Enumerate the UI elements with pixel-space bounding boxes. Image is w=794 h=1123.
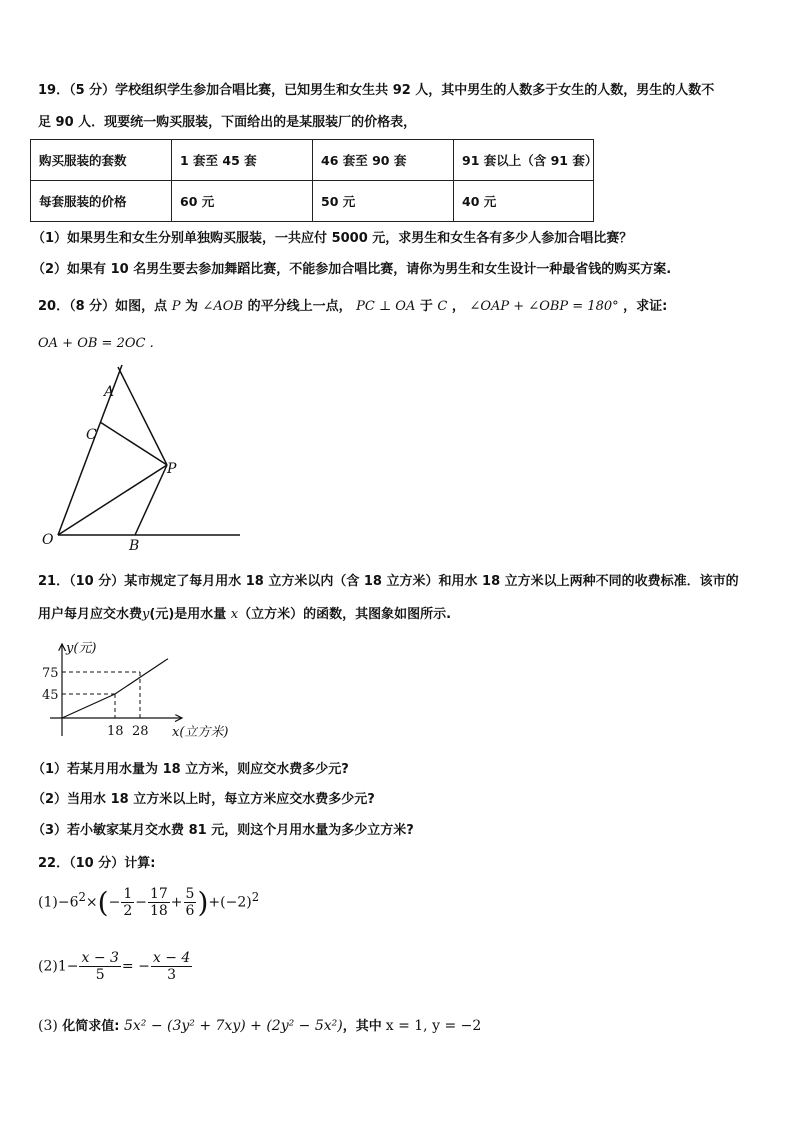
label-c: C — [86, 427, 97, 443]
q21-water-fee-graph — [30, 638, 250, 748]
frac-numerator: x − 3 — [81, 950, 119, 966]
q20-t3: 于 — [419, 299, 433, 314]
q20-t4: ， — [451, 299, 465, 314]
q21-sub1: （1）若某月用水量为 18 立方米，则应交水费多少元? — [32, 762, 349, 777]
expr1-tail: +(−2) — [208, 894, 252, 911]
frac-numerator: 5 — [185, 886, 195, 902]
expr1-sq: 2 — [78, 889, 86, 904]
x-tick-28: 28 — [132, 724, 149, 739]
expr3-text: 化简求值: — [62, 1019, 120, 1034]
expr2-label: (2) — [38, 958, 58, 975]
q20-point-c: C — [437, 299, 448, 314]
label-o: O — [42, 532, 54, 548]
frac-denominator: 6 — [185, 903, 195, 919]
q21-sub2: （2）当用水 18 立方米以上时，每立方米应交水费多少元? — [32, 792, 375, 807]
expr3-expr: 5x² − (3y² + 7xy) + (2y² − 5x²) — [123, 1018, 343, 1034]
frac-denominator: 5 — [95, 967, 105, 983]
price-table — [30, 139, 598, 222]
q20-angle-aob: ∠AOB — [202, 299, 244, 314]
q19-sub1: （1）如果男生和女生分别单独购买服装，一共应付 5000 元，求男生和女生各有多少人参加合唱比赛？ — [32, 231, 633, 246]
q22-expr1: $(1)-6^2\times(-$ $\frac{1}{2}$ − $\frac{17}{18}$ + $\frac{5}{6}$ )$+(-2)^2$ — [38, 886, 260, 919]
q20-conclusion: OA + OB = 2OC . — [38, 336, 154, 351]
table-cell: 1 套至 45 套 — [172, 140, 313, 181]
frac-numerator: 1 — [123, 886, 133, 902]
y-axis-label: y(元) — [66, 641, 97, 656]
label-a: A — [104, 384, 115, 400]
y-tick-45: 45 — [42, 688, 59, 703]
q20-angles: ∠OAP + ∠OBP = 180° — [469, 299, 619, 314]
table-cell: 91 套以上（含 91 套） — [454, 140, 594, 181]
frac-denominator: 3 — [167, 967, 177, 983]
q20-line1 — [38, 298, 667, 316]
frac-numerator: x − 4 — [152, 950, 191, 966]
x-axis-label: x(立方米) — [172, 725, 229, 740]
q20-t5: ，求证: — [623, 299, 668, 314]
frac-numerator: 17 — [149, 886, 168, 902]
q21-var-y: y — [142, 607, 150, 622]
q20-point-p: P — [171, 299, 181, 314]
expr1-times: × — [85, 894, 98, 911]
segment-ap — [118, 367, 167, 465]
label-p: P — [167, 461, 177, 477]
x-tick-18: 18 — [107, 724, 124, 739]
table-row — [31, 140, 594, 181]
expr2-mid: = − — [121, 958, 150, 975]
q21-sub3: （3）若小敏家某月交水费 81 元，则这个月用水量为多少立方米? — [32, 823, 414, 838]
expr1-label: (1) — [38, 894, 58, 911]
fee-line — [62, 660, 166, 718]
y-tick-75: 75 — [42, 666, 59, 681]
label-b: B — [129, 538, 140, 554]
table-cell: 购买服装的套数 — [31, 140, 172, 181]
table-cell: 60 元 — [172, 181, 313, 222]
frac-denominator: 18 — [149, 903, 168, 919]
q21-var-x: x — [230, 607, 239, 622]
q21-line2 — [38, 606, 451, 624]
q22-expr2 — [38, 950, 193, 983]
fee-line-ext — [166, 659, 168, 660]
expr1-tail-sq: 2 — [251, 889, 260, 904]
table-cell: 40 元 — [454, 181, 594, 222]
frac-denominator: 2 — [123, 903, 133, 919]
q21-line1: 21．（10 分）某市规定了每月用水 18 立方米以内（含 18 立方米）和用水 18 立方米以上两种不同的收费标准．该市的 — [38, 574, 739, 589]
q19-sub2: （2）如果有 10 名男生要去参加舞蹈比赛，不能参加合唱比赛，请你为男生和女生设计一种最省钱的购买方案. — [32, 262, 672, 277]
q20-line2 — [38, 335, 154, 353]
expr3-label: (3) — [38, 1018, 58, 1034]
table-cell: 50 元 — [313, 181, 454, 222]
q20-t1: 为 — [184, 299, 198, 314]
q21-line2b: (元)是用水量 — [149, 607, 227, 622]
q20-geometry-figure — [30, 360, 260, 560]
q22-title: 22．（10 分）计算: — [38, 856, 156, 871]
q19-line2: 足 90 人．现要统一购买服装，下面给出的是某服装厂的价格表， — [38, 115, 417, 130]
q20-t2: 的平分线上一点， — [247, 299, 352, 314]
expr3-cond: x = 1, y = −2 — [385, 1018, 482, 1034]
expr1-pre: −6 — [57, 894, 79, 911]
q21-line2a: 用户每月应交水费 — [38, 607, 143, 622]
q20-prefix: 20．（8 分）如图，点 — [38, 299, 168, 314]
table-row — [31, 181, 594, 222]
q20-perp: PC ⊥ OA — [356, 299, 416, 314]
expr3-cond-pre: ，其中 — [342, 1019, 382, 1034]
q19-line1: 19．（5 分）学校组织学生参加合唱比赛，已知男生和女生共 92 人，其中男生的人数多于女生的人数，男生的人数不 — [38, 83, 715, 98]
expr2-pre: 1− — [57, 958, 79, 975]
q21-line2c: （立方米）的函数，其图象如图所示. — [238, 607, 452, 622]
table-cell: 每套服装的价格 — [31, 181, 172, 222]
table-cell: 46 套至 90 套 — [313, 140, 454, 181]
q22-expr3 — [38, 1015, 481, 1034]
